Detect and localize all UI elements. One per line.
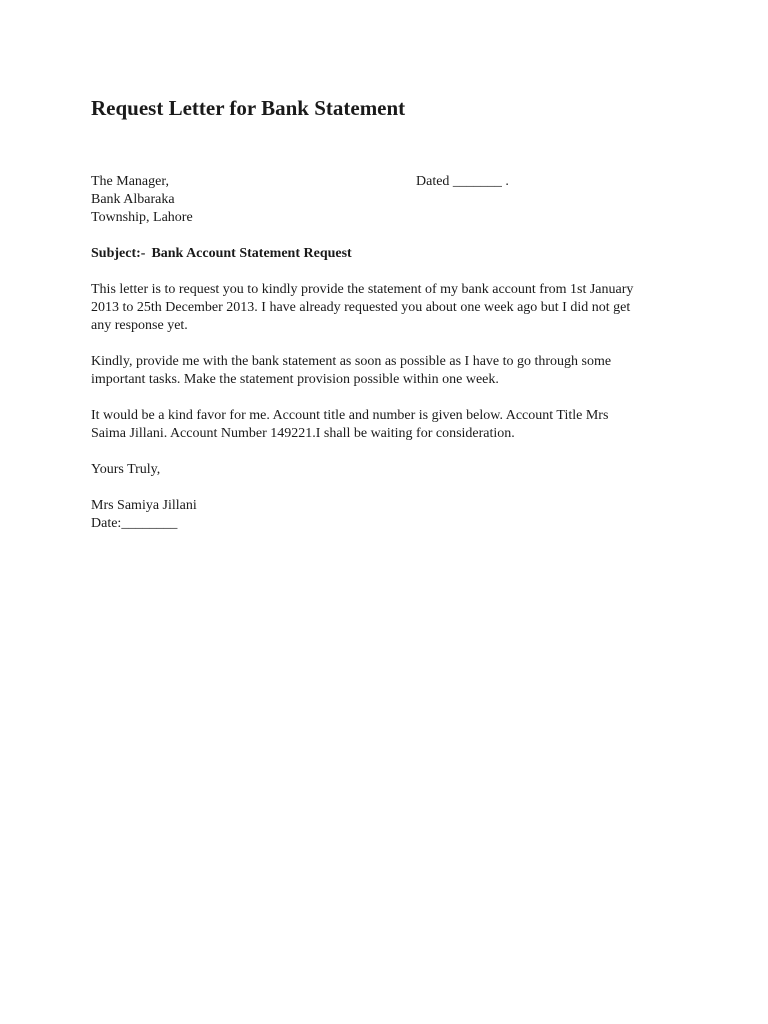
paragraph-2 xyxy=(91,353,691,389)
letter-body xyxy=(91,94,691,533)
subject-line xyxy=(91,245,691,263)
paragraph-line: any response yet. xyxy=(91,318,188,333)
recipient-line-1: The Manager, xyxy=(91,174,169,189)
paragraph-line: This letter is to request you to kindly provide the statement of my bank account from 1st January xyxy=(91,282,634,297)
paragraph-3 xyxy=(91,407,691,443)
paragraph-line: Kindly, provide me with the bank statement as soon as possible as I have to go through some xyxy=(91,354,612,369)
signer-name: Mrs Samiya Jillani xyxy=(91,498,197,513)
signature-date: Date:________ xyxy=(91,516,178,531)
closing-salutation: Yours Truly, xyxy=(91,462,161,477)
paragraph-line: Saima Jillani. Account Number 149221.I shall be waiting for consideration. xyxy=(91,426,515,441)
recipient-address xyxy=(91,173,691,227)
subject-text: Bank Account Statement Request xyxy=(151,246,352,261)
recipient-line-2: Bank Albaraka xyxy=(91,192,175,207)
paragraph-line: It would be a kind favor for me. Account title and number is given below. Account Title Mrs xyxy=(91,408,609,423)
subject-label: Subject:- xyxy=(91,246,146,261)
dated-field: Dated _______ . xyxy=(416,174,509,189)
paragraph-1 xyxy=(91,281,691,335)
page-title: Request Letter for Bank Statement xyxy=(91,96,406,120)
recipient-line-3: Township, Lahore xyxy=(91,210,193,225)
paragraph-line: 2013 to 25th December 2013. I have already requested you about one week ago but I did not get xyxy=(91,300,631,315)
paragraph-line: important tasks. Make the statement provision possible within one week. xyxy=(91,372,499,387)
signature-block xyxy=(91,497,691,533)
